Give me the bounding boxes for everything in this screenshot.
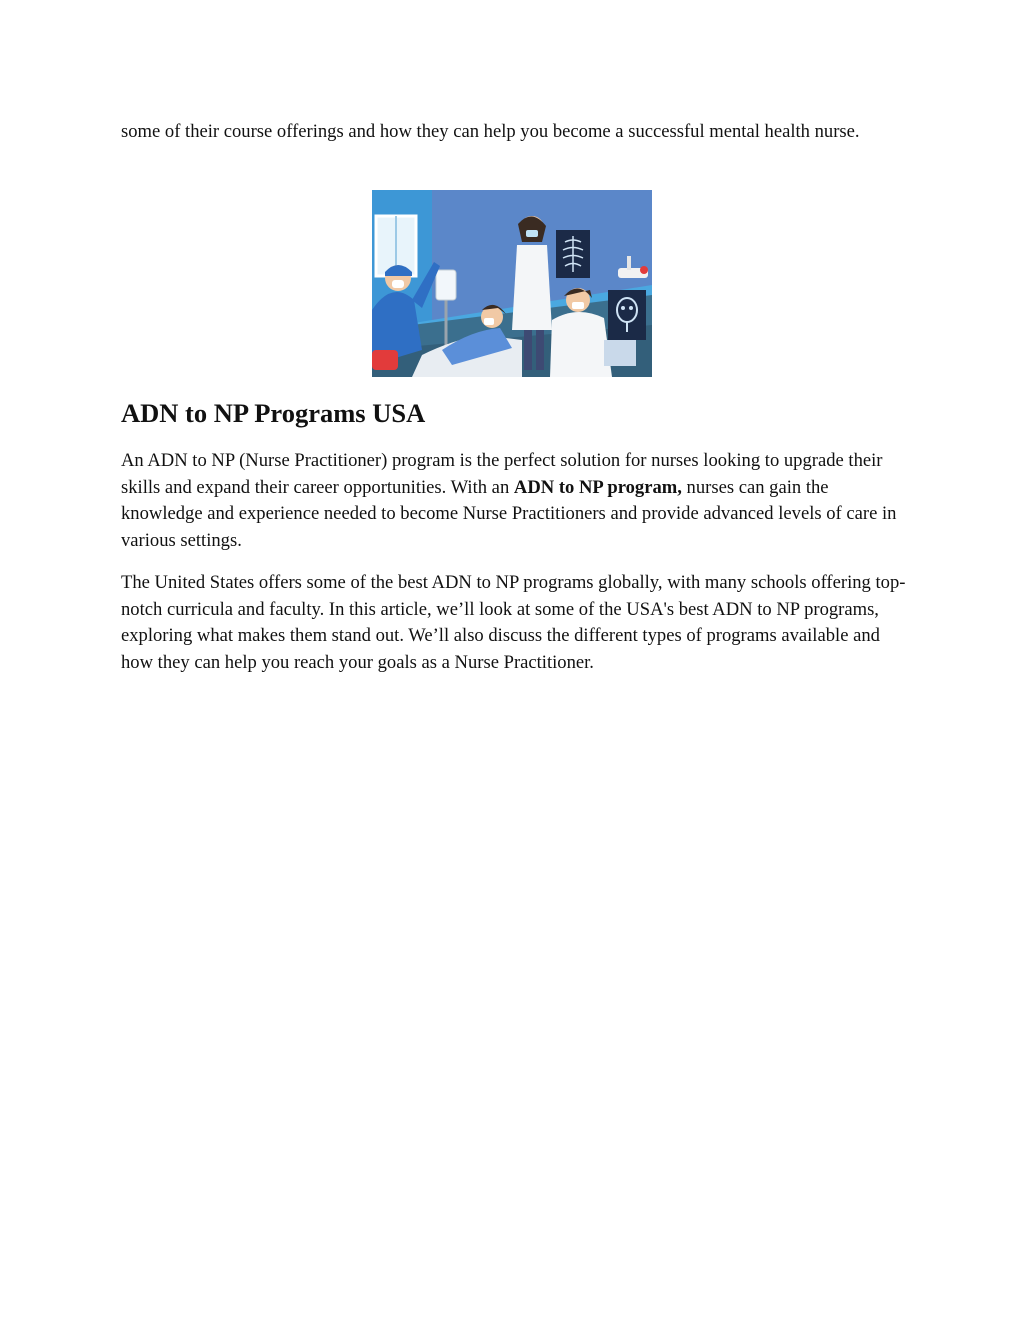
medical-staff-illustration-icon [372, 190, 652, 377]
section-heading: ADN to NP Programs USA [121, 398, 426, 428]
intro-paragraph: some of their course offerings and how they can help you become a successful mental health nurse. [121, 121, 860, 142]
bold-keyword: ADN to NP program, [513, 476, 682, 498]
paragraph-usa-programs: The United States offers some of the best ADN to NP programs globally, with many schools offering top-notch curricula and faculty. In this article, we’ll look at some of the USA's best ADN to NP programs, exploring what makes them stand out. We’ll also discuss the different types of programs available and how they can help you reach your goals as a Nurse Practitioner. [121, 572, 906, 673]
paragraph-adn-to-np-intro [121, 448, 911, 554]
paragraph-text-start: An ADN to NP (Nurse Practitioner) program is the perfect solution for nurses looking to upgrade their skills and expand their career opportunities. With an [121, 450, 883, 498]
paragraph-text-end: nurses can gain the knowledge and experience needed to become Nurse Practitioners and provide advanced levels of care in various settings. [121, 476, 897, 551]
